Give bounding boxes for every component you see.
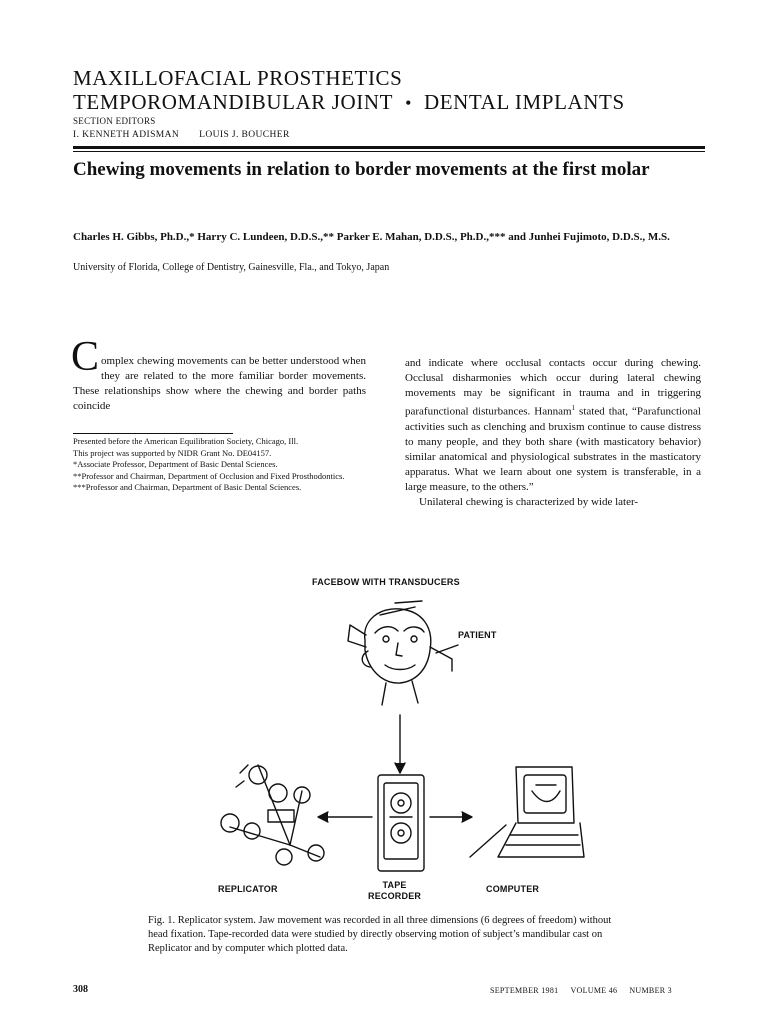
section-editors-label: SECTION EDITORS: [73, 116, 156, 126]
body-paragraph: Unilateral chewing is characterized by wide later-: [419, 495, 639, 508]
editor-name: LOUIS J. BOUCHER: [199, 130, 290, 140]
patient-head-drawing: [348, 601, 458, 705]
figure-label-patient: PATIENT: [458, 630, 497, 640]
footnote-rule: [73, 433, 233, 434]
computer-drawing: [470, 767, 584, 857]
editor-name: I. KENNETH ADISMAN: [73, 130, 180, 140]
header-rule: [73, 146, 705, 149]
figure-label-computer: COMPUTER: [486, 884, 540, 894]
footnote: Presented before the American Equilibration Society, Chicago, Ill.: [73, 436, 299, 446]
footnote: **Professor and Chairman, Department of Occlusion and Fixed Prosthodontics.: [73, 470, 345, 481]
body-paragraph: [71, 334, 366, 414]
section-header-implants: DENTAL IMPLANTS: [423, 90, 625, 114]
footnotes: [73, 436, 366, 494]
body-text: and indicate where occlusal contacts occur during chewing. Occlusal disharmonies which occur during lateral chewing movements may be significant in trauma and in triggering parafunctional disturbances. Hannam: [405, 357, 701, 418]
body-text: omplex chewing movements can be better understood when they are related to the more familiar border movements. These relationships show where the chewing and border paths coincide: [73, 355, 366, 412]
figure-label-facebow: FACEBOW WITH TRANSDUCERS: [312, 577, 460, 587]
issue-volume: VOLUME 46: [570, 986, 618, 995]
section-header-line2: [73, 90, 625, 115]
section-header-tmj: TEMPOROMANDIBULAR JOINT: [73, 90, 394, 114]
figure-1-illustration: [190, 595, 590, 885]
figure-label-recorder: RECORDER: [368, 891, 422, 901]
figure-label-tape: TAPE: [382, 880, 407, 890]
issue-number: NUMBER 3: [629, 986, 672, 995]
drop-cap: C: [71, 334, 100, 380]
tape-recorder-drawing: [378, 775, 424, 871]
reference-marker: 1: [571, 404, 576, 412]
article-title: Chewing movements in relation to border movements at the first molar: [73, 159, 650, 180]
body-column-left: [71, 334, 366, 414]
figure-label-tape-recorder: [368, 880, 421, 902]
figure-label-replicator: REPLICATOR: [218, 884, 278, 894]
body-column-right: [405, 356, 701, 510]
page-number: 308: [73, 984, 88, 995]
body-text: stated that, “Parafunctional activities such as clenching and bruxism continue to cause distress to many people, and they both share (with masticatory behavior) similar anatomical and physiological substrates in the masticatory apparatus. What we learn about one system is transferable, in a large measure, to the others.”: [405, 405, 701, 493]
replicator-drawing: [221, 765, 324, 865]
header-rule-thin: [73, 151, 705, 152]
article-authors: Charles H. Gibbs, Ph.D.,* Harry C. Lundeen, D.D.S.,** Parker E. Mahan, D.D.S., Ph.D.,*** and Junhei Fujimoto, D.D.S., M.S.: [73, 231, 670, 243]
footnote: ***Professor and Chairman, Department of Basic Dental Sciences.: [73, 482, 302, 492]
section-editors: [73, 130, 290, 140]
figure-caption: Fig. 1. Replicator system. Jaw movement was recorded in all three dimensions (6 degrees of freedom) without head fixation. Tape-recorded data were studied by directly observing motion of subject’s mandibular cast on Replicator and by computer which plotted data.: [148, 915, 612, 954]
bullet-separator: •: [405, 93, 412, 113]
body-paragraph: [405, 356, 701, 495]
issue-date: SEPTEMBER 1981: [490, 986, 559, 995]
footnote: This project was supported by NIDR Grant No. DE04157.: [73, 447, 272, 458]
footnote: *Associate Professor, Department of Basic Dental Sciences.: [73, 459, 278, 469]
section-header-line1: MAXILLOFACIAL PROSTHETICS: [73, 66, 403, 90]
article-affiliation: University of Florida, College of Dentistry, Gainesville, Fla., and Tokyo, Japan: [73, 262, 390, 273]
issue-info: [490, 986, 672, 995]
